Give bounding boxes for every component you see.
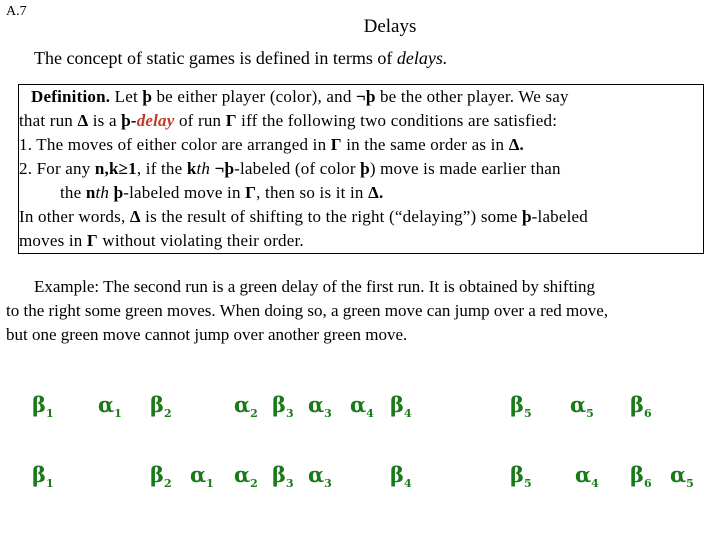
definition-line-1 (31, 87, 569, 107)
text-fragment: the (60, 183, 86, 202)
player-symbol: þ (360, 159, 370, 178)
move-letter: α (575, 462, 592, 487)
text-fragment: without violating their order. (97, 231, 304, 250)
ordinal-suffix: th (95, 183, 114, 202)
definition-line-7 (19, 231, 304, 251)
move-alpha-2 (234, 462, 258, 490)
move-alpha-5 (670, 462, 694, 490)
move-letter: α (190, 462, 207, 487)
text-fragment: -labeled (531, 207, 588, 226)
move-letter: α (98, 392, 115, 417)
move-index: 6 (643, 407, 652, 421)
move-alpha-3 (308, 462, 332, 490)
move-beta-4 (390, 462, 412, 490)
move-alpha-5 (570, 392, 594, 420)
move-letter: β (510, 392, 524, 417)
move-index: 4 (403, 407, 412, 421)
move-alpha-1 (98, 392, 122, 420)
text-fragment: 1. The moves of either color are arranged in (19, 135, 331, 154)
move-letter: β (32, 462, 46, 487)
slide-number: A.7 (6, 4, 27, 19)
move-letter: β (272, 392, 286, 417)
move-alpha-3 (308, 392, 332, 420)
move-index: 1 (45, 477, 54, 491)
move-letter: β (510, 462, 524, 487)
move-alpha-4 (575, 462, 599, 490)
move-index: 3 (285, 477, 294, 491)
gamma-symbol: Γ (225, 111, 237, 130)
move-beta-2 (150, 462, 172, 490)
definition-box (18, 84, 704, 254)
text-fragment: be the other player. We say (375, 87, 569, 106)
player-symbol: þ- (121, 111, 137, 130)
move-index: 4 (366, 407, 374, 421)
definition-line-5 (60, 183, 383, 203)
text-fragment: moves in (19, 231, 87, 250)
text-fragment: ) move is made earlier than (369, 159, 561, 178)
move-beta-3 (272, 462, 294, 490)
move-index: 4 (591, 477, 599, 491)
slide-title: Delays (363, 16, 417, 37)
example-line-3: but one green move cannot jump over another green move. (6, 325, 408, 344)
move-letter: α (234, 462, 251, 487)
text-fragment: , then so is it in (256, 183, 369, 202)
move-letter: α (308, 462, 325, 487)
move-index: 2 (163, 407, 172, 421)
move-letter: β (150, 462, 164, 487)
move-letter: α (570, 392, 587, 417)
gamma-symbol: Γ (330, 135, 342, 154)
move-index: 5 (523, 477, 532, 491)
text-fragment: , if the (136, 159, 187, 178)
player-symbol: þ (113, 183, 124, 202)
intro-emphasis: delays. (396, 48, 448, 68)
text-fragment: is the result of shifting to the right (“delaying”) some (140, 207, 522, 226)
move-letter: β (630, 392, 644, 417)
move-index: 2 (163, 477, 172, 491)
text-fragment: be either player (color), and (152, 87, 356, 106)
delta-symbol: Δ (129, 207, 141, 226)
definition-line-6 (19, 207, 588, 227)
move-alpha-2 (234, 392, 258, 420)
move-index: 6 (643, 477, 652, 491)
intro-text (34, 48, 447, 69)
move-index: 5 (686, 477, 694, 491)
definition-line-4 (19, 159, 561, 179)
player-symbol: þ (522, 207, 532, 226)
move-beta-2 (150, 392, 172, 420)
intro-prefix: The concept of static games is defined in terms of (34, 48, 397, 68)
text-fragment: -labeled move in (123, 183, 246, 202)
index-n: n (85, 183, 96, 202)
move-index: 3 (324, 477, 332, 491)
move-beta-6 (630, 392, 652, 420)
move-alpha-1 (190, 462, 214, 490)
move-letter: α (670, 462, 687, 487)
move-letter: β (150, 392, 164, 417)
index-condition: n,k≥1 (94, 159, 137, 178)
move-beta-3 (272, 392, 294, 420)
move-letter: β (390, 392, 404, 417)
text-fragment: 2. For any (19, 159, 95, 178)
text-fragment: In other words, (19, 207, 130, 226)
move-beta-5 (510, 462, 532, 490)
move-index: 2 (250, 407, 258, 421)
delta-symbol: Δ. (368, 183, 384, 202)
other-player-symbol: ¬þ (214, 159, 235, 178)
player-symbol: þ (142, 87, 152, 106)
move-letter: α (308, 392, 325, 417)
move-letter: β (272, 462, 286, 487)
move-index: 1 (114, 407, 122, 421)
move-index: 1 (45, 407, 54, 421)
move-letter: β (630, 462, 644, 487)
move-beta-5 (510, 392, 532, 420)
move-beta-1 (32, 392, 54, 420)
text-fragment: Let (110, 87, 143, 106)
move-index: 5 (586, 407, 594, 421)
move-letter: β (390, 462, 404, 487)
move-index: 3 (285, 407, 294, 421)
definition-line-2 (19, 111, 557, 131)
move-letter: α (234, 392, 251, 417)
text-fragment: iff the following two conditions are satisfied: (236, 111, 558, 130)
delta-symbol: Δ (77, 111, 89, 130)
gamma-symbol: Γ (86, 231, 98, 250)
move-beta-1 (32, 462, 54, 490)
example-line-2: to the right some green moves. When doing so, a green move can jump over a red move, (6, 301, 609, 320)
other-player-symbol: ¬þ (355, 87, 376, 106)
gamma-symbol: Γ (245, 183, 257, 202)
example-line-1: Example: The second run is a green delay of the first run. It is obtained by shifting (34, 277, 596, 296)
move-beta-6 (630, 462, 652, 490)
text-fragment: that run (19, 111, 78, 130)
move-beta-4 (390, 392, 412, 420)
move-index: 2 (250, 477, 258, 491)
definition-label: Definition. (31, 87, 111, 106)
delay-term: delay (136, 111, 175, 130)
move-index: 4 (403, 477, 412, 491)
index-k: k (186, 159, 197, 178)
definition-line-3 (19, 135, 524, 155)
text-fragment: in the same order as in (341, 135, 509, 154)
move-letter: α (350, 392, 367, 417)
text-fragment: of run (174, 111, 226, 130)
delta-symbol: Δ. (508, 135, 525, 154)
ordinal-suffix: th (196, 159, 215, 178)
move-alpha-4 (350, 392, 374, 420)
move-index: 5 (523, 407, 532, 421)
move-index: 3 (324, 407, 332, 421)
move-letter: β (32, 392, 46, 417)
move-index: 1 (206, 477, 214, 491)
text-fragment: -labeled (of color (234, 159, 361, 178)
text-fragment: is a (88, 111, 122, 130)
